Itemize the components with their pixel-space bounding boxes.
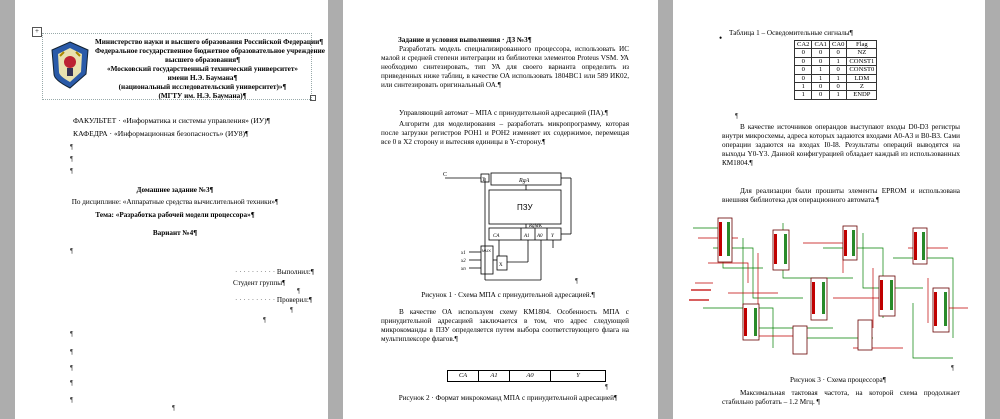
bmstu-emblem-image: [48, 40, 92, 90]
table-cell: ENDP: [847, 91, 877, 99]
table-cell: 0: [812, 83, 829, 91]
diagram-label-rgmk: RgMK: [529, 224, 543, 229]
figure-3-caption: Рисунок 3 · Схема процессора¶: [790, 376, 886, 384]
table-row: [795, 83, 877, 91]
checked-by-label: Проверил:¶: [276, 296, 313, 304]
page-title-sheet: [15, 0, 328, 419]
table-cell: 0: [795, 49, 812, 57]
done-by-label: Выполнил:¶: [276, 268, 314, 276]
frequency-paragraph: Максимальная тактовая частота, на которой схема продолжает стабильно работать – 1.2 Мгц. ¶: [722, 389, 960, 406]
diagram-label-c: C: [443, 172, 448, 178]
diagram-label-x: X: [499, 263, 503, 268]
page-task: [343, 0, 658, 419]
discipline-line: По дисциплине: «Аппаратные средства вычислительной техники»¶: [71, 198, 279, 206]
processor-schematic: [683, 208, 973, 368]
diagram-label-x1: x1: [461, 251, 466, 256]
table-move-handle[interactable]: +: [32, 27, 42, 37]
table-cell: 1: [795, 91, 812, 99]
table-title: Таблица 1 – Осведомительные сигналы¶: [729, 29, 853, 37]
table-cell: 1: [829, 57, 846, 65]
diagram-label-pzu: ПЗУ: [517, 203, 533, 212]
table-header-cell: CA0: [829, 41, 846, 49]
university-line-4: имени Н.Э. Баумана¶: [167, 74, 238, 82]
mpa-description-paragraph: В качестве ОА используем схему КМ1804. Особенность МПА с принудительной адресацией заключается в том, что адрес следующей микрокоманды в ПЗУ определяется путем выбора соответствующего флага на мультиплексоре флагов.¶: [381, 308, 629, 343]
student-line: [233, 279, 285, 288]
figure-2-caption: Рисунок 2 · Формат микрокоманд МПА с принудительной адресацией¶: [398, 394, 618, 402]
empty-paragraph: ¶: [575, 277, 579, 285]
algorithm-paragraph: Алгоритм для моделирования – разработать микропрограмму, которая после загрузки регистров РОН1 и РОН2 изменяет их содержимое, перемещая все 0 в Х2 сторону и вытесняя единицы в Y-сторону.¶: [381, 120, 629, 146]
table-cell: 0: [795, 57, 812, 65]
operands-paragraph: В качестве источников операндов выступают входы D0-D3 регистры внутри микросхемы, адреса которых задаются входами A0-A3 и B0-B3. Сами операции задаются на входах I0-I8. Результаты операций выводятся на выходы Y0-Y3. Данной конфигурацией обладает каждый из использованных КМ1804.¶: [722, 123, 960, 167]
table-cell: NZ: [847, 49, 877, 57]
empty-paragraph: ¶: [290, 306, 294, 314]
diagram-label-mux: MUX: [482, 248, 491, 253]
list-bullet: •: [719, 33, 723, 43]
signals-table: [794, 40, 877, 100]
table-row: [795, 49, 877, 57]
table-cell: 1: [812, 66, 829, 74]
table-cell: 0: [812, 57, 829, 65]
table-cell: 0: [829, 49, 846, 57]
topic-line: Тема: «Разработка рабочей модели процессора»¶: [95, 211, 255, 219]
diagram-label-a1: A1: [524, 234, 530, 239]
empty-paragraph: ¶: [70, 155, 74, 163]
task-heading: Задание и условия выполнения · ДЗ №3¶: [398, 36, 532, 44]
empty-paragraph: ¶: [297, 287, 301, 295]
table-row: [795, 57, 877, 65]
table-header-cell: CA1: [812, 41, 829, 49]
diagram-label-t: T: [482, 178, 486, 183]
table-header-cell: CA2: [795, 41, 812, 49]
diagram-label-rga: RgA: [519, 178, 530, 184]
microcommand-format: [447, 370, 606, 382]
table-cell: Z: [847, 83, 877, 91]
diagram-label-y: Y: [551, 234, 554, 239]
checked-by-line: · · · · · · · · · · Проверил:¶: [235, 296, 313, 304]
empty-paragraph: ¶: [951, 364, 955, 372]
table-cell: 0: [795, 66, 812, 74]
empty-paragraph: ¶: [605, 383, 609, 391]
variant-line: Вариант №4¶: [152, 229, 198, 237]
table-cell: LDM: [847, 74, 877, 82]
done-by-line: · · · · · · · · · · Выполнил:¶: [235, 268, 314, 276]
table-cell: CONST0: [847, 66, 877, 74]
table-row: [795, 74, 877, 82]
student-label: Студент группы¶: [233, 279, 286, 287]
diagram-label-x2: x2: [461, 259, 466, 264]
homework-title: Домашнее задание №3¶: [136, 186, 214, 194]
university-line-3: «Московский государственный технический университет»: [107, 65, 298, 73]
department-line: КАФЕДРА · «Информационная безопасность» (ИУ8)¶: [73, 129, 249, 138]
diagram-label-xn: xn: [461, 267, 466, 272]
ministry-line: Министерство науки и высшего образования Российской Федерации¶: [95, 38, 324, 46]
page-implementation: [673, 0, 985, 419]
university-line-6: (МГТУ им. Н.Э. Баумана)¶: [158, 92, 247, 100]
empty-paragraph: ¶: [70, 396, 74, 404]
table-cell: 1: [812, 74, 829, 82]
empty-paragraph: ¶: [263, 316, 267, 324]
eprom-paragraph: Для реализации были прошиты элементы EPROM и использована внешняя библиотека для операционного автомата.¶: [722, 187, 960, 204]
university-line-2: высшего образования¶: [165, 56, 240, 64]
table-cell: 1: [795, 83, 812, 91]
table-cell: 0: [829, 83, 846, 91]
table-cell: CONST1: [847, 57, 877, 65]
table-resize-handle[interactable]: [310, 95, 316, 101]
table-cell: 0: [795, 74, 812, 82]
format-field: A0: [510, 371, 551, 381]
university-line-5: (национальный исследовательский университет)»¶: [118, 83, 287, 91]
empty-paragraph: ¶: [70, 379, 74, 387]
empty-paragraph: ¶: [70, 364, 74, 372]
table-cell: 0: [829, 66, 846, 74]
empty-paragraph: ¶: [70, 143, 74, 151]
diagram-label-a0: A0: [537, 234, 543, 239]
mpa-diagram: [443, 170, 583, 285]
table-header-row: [795, 41, 877, 49]
table-cell: 1: [829, 74, 846, 82]
format-field: A1: [479, 371, 510, 381]
empty-paragraph: ¶: [70, 330, 74, 338]
format-field: CA: [448, 371, 479, 381]
table-cell: 0: [812, 91, 829, 99]
table-row: [795, 66, 877, 74]
empty-paragraph: ¶: [70, 247, 74, 255]
task-paragraph: Разработать модель специализированного процессора, использовать ИС малой и средней степени интеграции из библиотеки элементов Proteus VSM. УА необходимо синтезировать, тип УА для своего варианта определить из приведенных ниже таблиц, в качестве ОА использовать 1804ВС1 или 589 ИК02, или синтезировать оригинальный ОА.¶: [381, 45, 629, 89]
empty-paragraph: ¶: [70, 348, 74, 356]
empty-paragraph: ¶: [172, 404, 176, 412]
control-unit-line: Управляющий автомат – МПА с принудительной адресацией (ПА).¶: [399, 109, 609, 117]
table-header-cell: Flag: [847, 41, 877, 49]
table-cell: 1: [829, 91, 846, 99]
figure-1-caption: Рисунок 1 · Схема МПА с принудительной адресацией.¶: [421, 291, 595, 299]
diagram-label-ca: CA: [493, 234, 500, 239]
format-field: Y: [576, 372, 580, 379]
faculty-line: ФАКУЛЬТЕТ · «Информатика и системы управления» (ИУ)¶: [73, 116, 271, 125]
university-line-1: Федеральное государственное бюджетное образовательное учреждение: [95, 47, 325, 55]
empty-paragraph: ¶: [735, 112, 739, 120]
table-cell: 0: [812, 49, 829, 57]
empty-paragraph: ¶: [70, 167, 74, 175]
table-row: [795, 91, 877, 99]
